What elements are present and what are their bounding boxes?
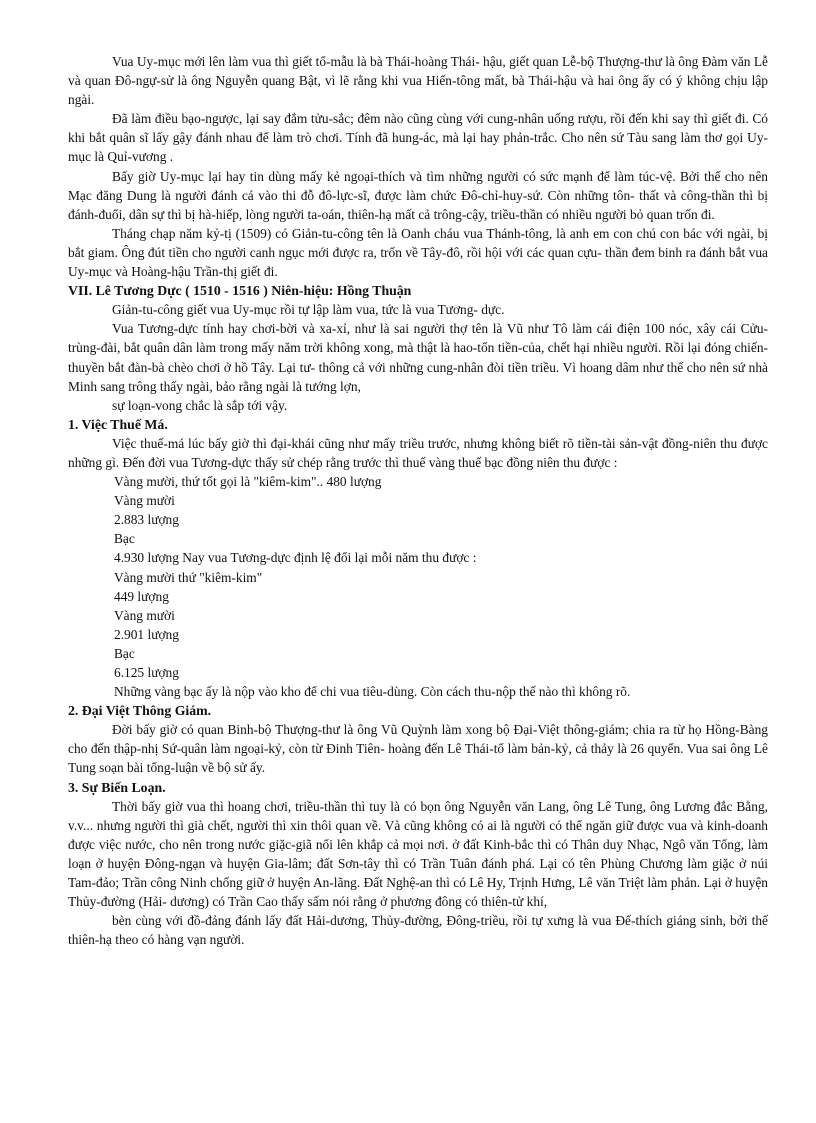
paragraph-rebellions: Thời bấy giờ vua thì hoang chơi, triều-thần thì tuy là có bọn ông Nguyễn văn Lang, ông Lê Tung, ông Lương đắc Bằng, v.v... nhưng người thì già chết, người thì xin thôi quan về. Và cũng không có ai là người có thể ngăn giữ được vua và kinh-doanh được việc nước, cho nên trong nước giặc-giã nổi lên khắp cả mọi nơi. ở đất Kinh-bắc thì có Thân duy Nhạc, Ngô văn Tổng, làm loạn ở huyện Đông-ngạn và huyện Gia-lâm; đất Sơn-tây thì có Trần Tuân đánh phá. Lại có tên Phùng Chương làm giặc ở núi Tam-đảo; Trần công Ninh chống giữ ở huyện An-lãng. Đất Nghệ-an thì có Lê Hy, Trịnh Hưng, Lê văn Triệt làm phản. Lại ở huyện Thủy-đường (Hải- dương) có Trần Cao thấy sấm nói rằng ở phương đông có thiên-tử khí, <box>68 798 768 910</box>
paragraph-tran-cao: bèn cùng với đồ-đảng đánh lấy đất Hải-dương, Thủy-đường, Đông-triều, rồi tự xưng là vua Đế-thích giáng sinh, bởi thế thiên-hạ theo có hàng vạn người. <box>68 913 768 948</box>
tax-line: 2.883 lượng <box>114 512 179 528</box>
tax-line: 2.901 lượng <box>114 626 179 642</box>
section-heading-thong-giam: 2. Đại Việt Thông Giám. <box>68 703 212 719</box>
paragraph-thong-giam: Đời bấy giờ có quan Binh-bộ Thượng-thư là ông Vũ Quỳnh làm xong bộ Đại-Việt thông-giám; chia ra từ họ Hồng-Bàng cho đến thập-nhị Sứ-quân làm ngoại-kỷ, còn từ Đinh Tiên- hoàng đến Lê Thái-tổ làm bản-kỷ, cả thảy là 26 quyển. Vua sai ông Lê Tung soạn bài tổng-luận về bộ sử ấy. <box>68 722 768 776</box>
tax-list <box>68 472 768 701</box>
tax-line: Vàng mười, thứ tốt gọi là "kiêm-kim".. 480 lượng <box>114 474 382 490</box>
tax-line: Vàng mười thứ "kiêm-kim" <box>114 569 263 585</box>
section-heading-rebellions: 3. Sự Biến Loạn. <box>68 779 166 795</box>
paragraph-cruelty: Đã làm điều bạo-ngược, lại say đắm tửu-sắc; đêm nào cũng cùng với cung-nhân uống rượu, rồi đến khi say thì giết đi. Có khi bắt quân sĩ lấy gậy đánh nhau để làm trò chơi. Tính đã hung-ác, mà lại hay phản-trắc. Cho nên sứ Tàu sang làm thơ gọi Uy-mục là Quỉ-vương . <box>68 111 768 165</box>
tax-line: Vàng mười <box>114 493 175 509</box>
tax-line: Bạc <box>114 645 135 661</box>
tax-line: 6.125 lượng <box>114 665 179 680</box>
tax-line: 4.930 lượng Nay vua Tương-dực định lệ đổi lại mỗi năm thu được : <box>114 550 477 566</box>
paragraph-ruin: sự loạn-vong chắc là sắp tới vậy. <box>112 397 288 413</box>
tax-line: Bạc <box>114 531 135 547</box>
paragraph-taxes: Việc thuế-má lúc bấy giờ thì đại-khái cũng như mấy triều trước, nhưng không biết rõ tiền-tài sản-vật đồng-niên thu được những gì. Đến đời vua Tương-dực thấy sử chép rằng trước thì thuế vàng thuế bạc đồng niên thu được : <box>68 435 768 470</box>
section-heading-taxes: 1. Việc Thuế Má. <box>68 416 168 432</box>
tax-line: 449 lượng <box>114 588 169 604</box>
paragraph-coup-1509: Tháng chạp năm kỷ-tị (1509) có Giản-tu-công tên là Oanh cháu vua Thánh-tông, là anh em con chú con bác với ngài, bị bắt giam. Ông đút tiền cho người canh ngục mới được ra, trốn về Tây-đô, rồi hội với các quan cựu- thần đem binh ra đánh bắt vua Uy-mục và Hoàng-hậu Trần-thị giết đi. <box>68 225 768 280</box>
paragraph-uy-muc-killings: Vua Uy-mục mới lên làm vua thì giết tổ-mẫu là bà Thái-hoàng Thái- hậu, giết quan Lễ-bộ Thượng-thư là ông Đàm văn Lễ và quan Đô-ngự-sử là ông Nguyễn quang Bật, vì lẽ rằng khi vua Hiến-tông mất, bà Thái-hậu và hai ông ấy có ý không chịu lập ngài. <box>68 54 768 108</box>
document-page <box>68 52 768 949</box>
tax-line: Những vàng bạc ấy là nộp vào kho để chi vua tiêu-dùng. Còn cách thu-nộp thế nào thì không rõ. <box>114 684 631 700</box>
tax-line: Vàng mười <box>114 607 175 623</box>
section-heading-le-tuong-duc: VII. Lê Tương Dực ( 1510 - 1516 ) Niên-hiệu: Hồng Thuận <box>68 283 412 299</box>
paragraph-accession: Giản-tu-công giết vua Uy-mục rồi tự lập làm vua, tức là vua Tương- dực. <box>112 302 505 318</box>
paragraph-guards: Bấy giờ Uy-mục lại hay tin dùng mấy kẻ ngoại-thích và tìm những người có sức mạnh để làm túc-vệ. Bởi thế cho nên Mạc đăng Dung là người đánh cá vào thi đỗ đô-lực-sĩ, được làm chức Đô-chỉ-huy-sứ. Còn những tôn- thất và công-thần thì bị đánh-đuổi, dân sự thì bị hà-hiếp, lòng người ta-oán, thiên-hạ mất cả trông-cậy, triều-thần có nhiều người bỏ quan trốn đi. <box>68 168 768 222</box>
paragraph-extravagance: Vua Tương-dực tính hay chơi-bời và xa-xỉ, như là sai người thợ tên là Vũ như Tô làm cái điện 100 nóc, xây cái Cửu-trùng-đài, bắt quân dân làm trong mấy năm trời không xong, mà thật là hao-tổn tiền-của, chết hại nhiều người. Rồi lại đóng chiến-thuyền bắt đàn-bà chèo chơi ở hồ Tây. Lại tư- thông cả với những cung-nhân đòi tiền triều. Vì hoang dâm như thế cho nên sứ nhà Minh sang trông thấy ngài, bảo rằng ngài là tướng lợn, <box>68 321 768 394</box>
